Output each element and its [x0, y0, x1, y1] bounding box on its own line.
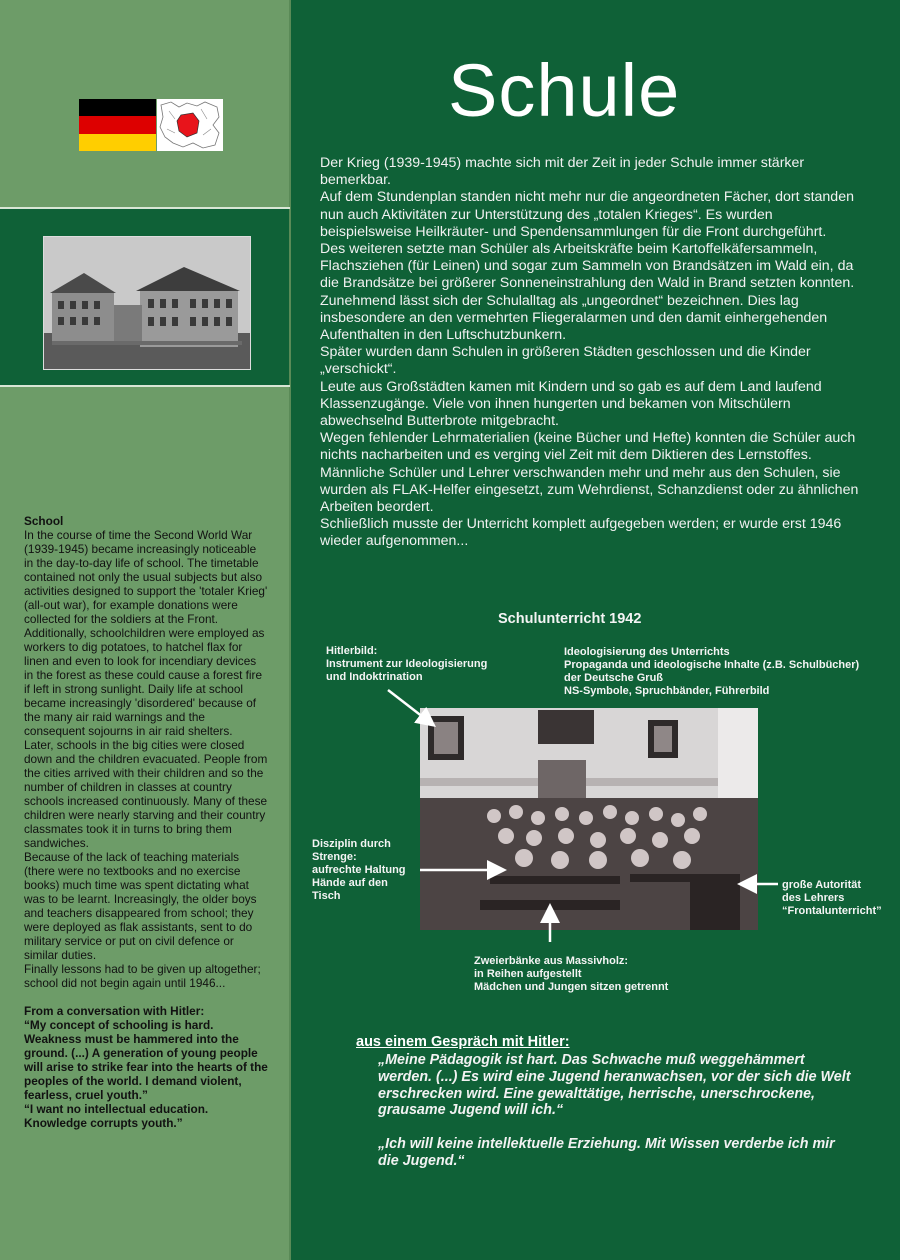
- quote-heading: aus einem Gespräch mit Hitler:: [356, 1034, 570, 1050]
- quote-text: „Meine Pädagogik ist hart. Das Schwache muß weggehämmert werden. (...) Es wird eine Jugend heranwachsen, vor der sich die Welt erschrecken wird. Eine gewalttätige, herrische, unerschrockene, grausame Jugend will ich.“ „Ich will keine intellektuelle Erziehung. Mit Wissen verderbe ich mir die Jugend.“: [378, 1052, 851, 1169]
- annotation-autoritaet: große Autorität des Lehrers “Frontalunterricht”: [782, 879, 882, 917]
- annotation-ideologie: Ideologisierung des Unterrichts Propaganda und ideologische Inhalte (z.B. Schulbücher) der Deutsche Gruß NS-Symbole, Spruchbänder, Führerbild: [564, 646, 860, 697]
- annotation-hitlerbild: Hitlerbild: Instrument zur Ideologisierung und Indoktrination: [326, 645, 488, 683]
- annotation-baenke: Zweierbänke aus Massivholz: in Reihen aufgestellt Mädchen und Jungen sitzen getrennt: [474, 955, 669, 993]
- english-conversation: From a conversation with Hitler: “My concept of schooling is hard. Weakness must be hammered into the ground. (...) A generation of young people will arise to strike fear into the hearts of the peoples of the world. I demand violent, fearless, cruel youth.” “I want no intellectual education. Knowledge corrupts youth.”: [24, 1004, 268, 1130]
- main-article-text: Der Krieg (1939-1945) machte sich mit der Zeit in jeder Schule immer stärker bemerkbar. Auf dem Stundenplan standen nicht mehr nur die angeordneten Fächer, dort standen nun auch Aktivitäten zur Unterstützung des „totalen Krieges“. Es wurden beispielsweise Heilkräuter- und Spendensammlungen für die Front durchgeführt. Des weiteren setzte man Schüler als Arbeitskräfte beim Kartoffelkäfersammeln, Flachsziehen (für Leinen) und sogar zum Sammeln von Brandsätzen im Wald ein, da die Brandsätze bei größerer Sonneneinstrahlung den Wald in Brand setzten konnten. Zunehmend lässt sich der Schulalltag als „ungeordnet“ bezeichnen. Dies lag insbesondere an den vermehrten Fliegeralarmen und den damit einhergehenden Aufenthalten in den Luftschutzbunkern. Später wurden dann Schulen in größeren Städten geschlossen und die Kinder „verschickt“. Leute aus Großstädten kamen mit Kindern und so gab es auf dem Land laufend Klassenzugänge. Viele von ihnen hungerten und bekamen von Mitschülern abwechselnd Butterbrote mitgebracht. Wegen fehlender Lehrmaterialien (keine Bücher und Hefte) konnten die Schüler auch nichts nacharbeiten und es verging viel Zeit mit dem Diktieren des Lernstoffes. Männliche Schüler und Lehrer verschwanden mehr und mehr aus den Schulen, sie wurden als FLAK-Helfer eingesetzt, zum Wehrdienst, Schanzdienst oder zu ähnlichen Arbeiten beordert. Schließlich musste der Unterricht komplett aufgegeben werden; er wurde erst 1946 wieder aufgenommen...: [320, 155, 859, 550]
- english-body: In the course of time the Second World War (1939-1945) became increasingly noticeable in the day-to-day life of school. The timetable contained not only the usual subjects but also activities designed to support the 'totaler Krieg' (all-out war), for example donations were collected for the soldiers at the Front. Additionally, schoolchildren were employed as workers to dig potatoes, to hatchel flax for linen and even to look for incendiary devices in the forest as these could cause a forest fire if left in strong sunlight. Daily life at school became increasingly 'disordered' because of the many air raid warnings and the consequent sojourns in air raid shelters. Later, schools in the big cities were closed down and the children evacuated. People from the cities arrived with their children and so the number of children in classes at country schools increased continuously. Many of these children were nearly starving and their country classmates took it in turns to bring them sandwiches. Because of the lack of teaching materials (there were no textbooks and no exercise books) much time was spent dictating what was to be learnt. Increasingly, the older boys and teachers disappeared from school; they were deployed as flak assistants, sent to do military service or put on civil defence or similar duties. Finally lessons had to be given up altogether; school did not begin again until 1946...: [24, 528, 268, 990]
- annotation-disziplin: Disziplin durch Strenge: aufrechte Haltung Hände auf den Tisch: [312, 838, 406, 902]
- page-title: Schule: [448, 49, 681, 132]
- photo-section-title: Schulunterricht 1942: [498, 611, 642, 627]
- arrow-hitlerbild: [388, 690, 432, 724]
- english-title: School: [24, 514, 64, 528]
